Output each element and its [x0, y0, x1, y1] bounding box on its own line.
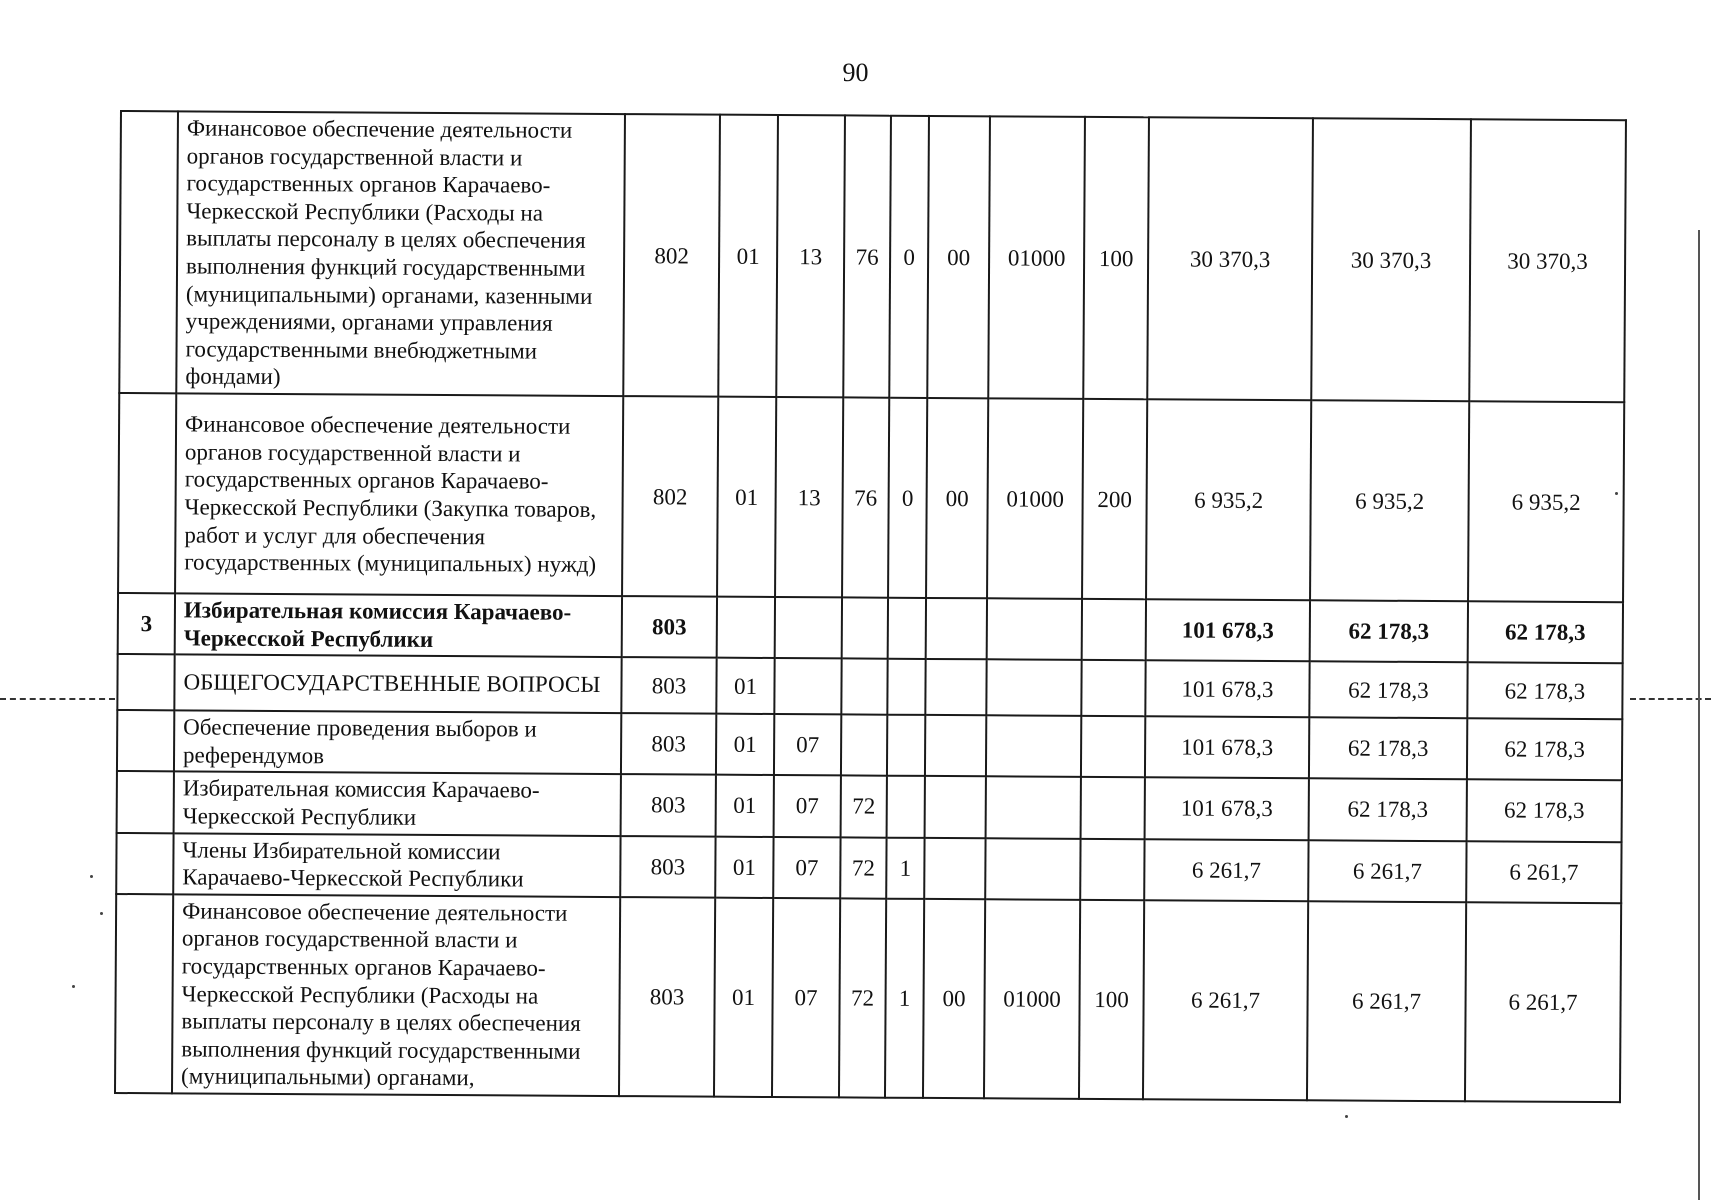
direction-code-cell: 01000 [987, 398, 1083, 599]
amount-year1-cell: 101 678,3 [1145, 716, 1309, 778]
row-number-cell: 3 [118, 593, 175, 655]
program-code-cell: 72 [840, 837, 886, 898]
section-code-cell [717, 597, 775, 659]
amount-year1-cell: 101 678,3 [1146, 599, 1310, 661]
table-body [115, 111, 1626, 1102]
direction-code-cell [986, 659, 1081, 716]
amount-year2-cell: 30 370,3 [1311, 118, 1471, 401]
amount-year3-cell: 6 935,2 [1468, 401, 1624, 602]
table-row [117, 654, 1622, 719]
subsection-code-cell: 07 [773, 837, 840, 899]
section-code-cell: 01 [716, 775, 774, 837]
row-number-cell [117, 654, 174, 710]
amount-year2-cell: 62 178,3 [1309, 779, 1467, 841]
page-number: 90 [842, 58, 869, 87]
table-row [116, 833, 1621, 903]
activity-code-cell [924, 837, 985, 899]
activity-code-cell [926, 598, 987, 660]
item-name-cell: Избирательная комиссия Карачаево-Черкесской Республики [174, 772, 621, 836]
item-name-cell: Финансовое обеспечение деятельности органов государственной власти и государственных органов Карачаево-Черкесской Республики (Закупка товаров, работ и услуг для обеспечения государственных (муниципальных) нужд) [175, 393, 623, 596]
amount-year3-cell: 6 261,7 [1465, 902, 1621, 1102]
subprogram-code-cell: 1 [885, 898, 924, 1097]
program-code-cell [842, 597, 888, 658]
scan-speck [1615, 492, 1618, 495]
activity-code-cell [925, 715, 986, 777]
amount-year1-cell: 6 261,7 [1144, 839, 1308, 901]
subprogram-code-cell: 0 [889, 116, 929, 398]
scan-speck [100, 912, 103, 915]
expense-type-cell [1081, 716, 1145, 778]
row-number-cell [119, 111, 178, 393]
subsection-code-cell [775, 597, 842, 659]
item-name-cell: Обеспечение проведения выборов и референдумов [174, 711, 621, 775]
amount-year2-cell: 62 178,3 [1309, 717, 1467, 779]
item-name-cell: Финансовое обеспечение деятельности органов государственной власти и государственных органов Карачаево-Черкесской Республики (Расходы на выплаты персоналу в целях обеспечения выполнения функций государственными (муниципальными) органами, казенными учреждениями, органами управления государственными внебюджетными фондами) [176, 111, 625, 396]
item-name-cell: ОБЩЕГОСУДАРСТВЕННЫЕ ВОПРОСЫ [174, 655, 621, 714]
program-code-cell: 72 [839, 898, 886, 1097]
amount-year1-cell: 30 370,3 [1147, 117, 1313, 400]
table-row [118, 393, 1624, 602]
activity-code-cell: 00 [927, 116, 990, 398]
program-code-cell: 72 [841, 776, 887, 837]
amount-year2-cell: 6 261,7 [1307, 901, 1466, 1101]
ministry-code-cell: 803 [621, 713, 716, 775]
section-code-cell: 01 [715, 836, 773, 898]
expense-type-cell [1081, 777, 1145, 839]
amount-year1-cell: 6 935,2 [1146, 399, 1311, 600]
table-row [115, 894, 1621, 1102]
amount-year1-cell: 101 678,3 [1145, 778, 1309, 840]
subprogram-code-cell [887, 659, 925, 715]
subprogram-code-cell: 0 [888, 398, 927, 598]
expense-type-cell: 200 [1082, 399, 1147, 599]
row-number-cell [118, 393, 176, 593]
program-code-cell [841, 715, 887, 776]
table-row [118, 593, 1623, 663]
activity-code-cell: 00 [923, 899, 985, 1099]
amount-year2-cell: 6 261,7 [1308, 840, 1466, 902]
item-name-cell: Избирательная комиссия Карачаево-Черкесской Республики [175, 593, 622, 657]
expense-type-cell: 100 [1079, 900, 1144, 1100]
direction-code-cell [987, 598, 1082, 660]
row-number-cell [115, 894, 173, 1094]
amount-year3-cell: 62 178,3 [1468, 601, 1623, 663]
amount-year1-cell: 101 678,3 [1145, 660, 1309, 717]
amount-year3-cell: 6 261,7 [1466, 841, 1621, 903]
section-code-cell: 01 [717, 397, 776, 597]
scan-artifact-line [0, 698, 115, 700]
direction-code-cell: 01000 [984, 899, 1080, 1099]
amount-year3-cell: 62 178,3 [1467, 662, 1622, 719]
section-code-cell: 01 [718, 115, 778, 397]
subprogram-code-cell [887, 776, 925, 837]
row-number-cell [117, 710, 174, 772]
subsection-code-cell: 13 [776, 115, 845, 397]
ministry-code-cell: 803 [620, 836, 715, 898]
section-code-cell: 01 [716, 714, 774, 776]
row-number-cell [116, 833, 173, 895]
subsection-code-cell: 13 [775, 397, 843, 597]
scan-speck [1345, 1115, 1348, 1118]
section-code-cell: 01 [716, 658, 774, 714]
subprogram-code-cell [888, 598, 926, 659]
activity-code-cell [925, 659, 986, 715]
section-code-cell: 01 [714, 897, 773, 1097]
scan-speck [90, 875, 93, 878]
amount-year2-cell: 6 935,2 [1310, 400, 1469, 601]
ministry-code-cell: 803 [621, 657, 716, 714]
expense-type-cell [1080, 838, 1144, 900]
amount-year2-cell: 62 178,3 [1310, 600, 1468, 662]
program-code-cell: 76 [843, 115, 891, 397]
table-row [117, 771, 1622, 841]
scan-artifact-line [1698, 230, 1700, 1200]
ministry-code-cell: 803 [622, 596, 717, 658]
subsection-code-cell: 07 [772, 898, 840, 1098]
row-number-cell [117, 771, 174, 833]
ministry-code-cell: 803 [621, 774, 716, 836]
direction-code-cell: 01000 [988, 116, 1085, 399]
table-row [117, 710, 1622, 780]
subprogram-code-cell: 1 [886, 837, 924, 898]
activity-code-cell [925, 776, 986, 838]
subprogram-code-cell [887, 715, 925, 776]
table-row [119, 111, 1626, 402]
direction-code-cell [985, 838, 1080, 900]
item-name-cell: Члены Избирательной комиссии Карачаево-Черкесской Республики [173, 833, 620, 897]
direction-code-cell [986, 777, 1081, 839]
amount-year3-cell: 30 370,3 [1469, 119, 1626, 402]
subsection-code-cell: 07 [774, 775, 841, 837]
expense-type-cell [1081, 660, 1145, 716]
amount-year1-cell: 6 261,7 [1143, 900, 1308, 1100]
amount-year2-cell: 62 178,3 [1309, 661, 1467, 718]
direction-code-cell [986, 715, 1081, 777]
amount-year3-cell: 62 178,3 [1467, 780, 1622, 842]
activity-code-cell: 00 [926, 398, 988, 598]
ministry-code-cell: 802 [622, 396, 718, 597]
ministry-code-cell: 802 [623, 114, 720, 397]
ministry-code-cell: 803 [619, 897, 715, 1097]
program-code-cell [841, 659, 887, 715]
expense-type-cell: 100 [1083, 117, 1149, 399]
subsection-code-cell [774, 658, 841, 714]
item-name-cell: Финансовое обеспечение деятельности органов государственной власти и государственных органов Карачаево-Черкесской Республики (Расходы на выплаты персоналу в целях обеспечения выполнения функций государственными (муниципальными) органами, [172, 894, 620, 1096]
budget-table [114, 110, 1627, 1103]
subsection-code-cell: 07 [774, 714, 841, 776]
amount-year3-cell: 62 178,3 [1467, 718, 1622, 780]
scan-speck [72, 985, 75, 988]
expense-type-cell [1082, 599, 1146, 661]
program-code-cell: 76 [842, 397, 889, 597]
